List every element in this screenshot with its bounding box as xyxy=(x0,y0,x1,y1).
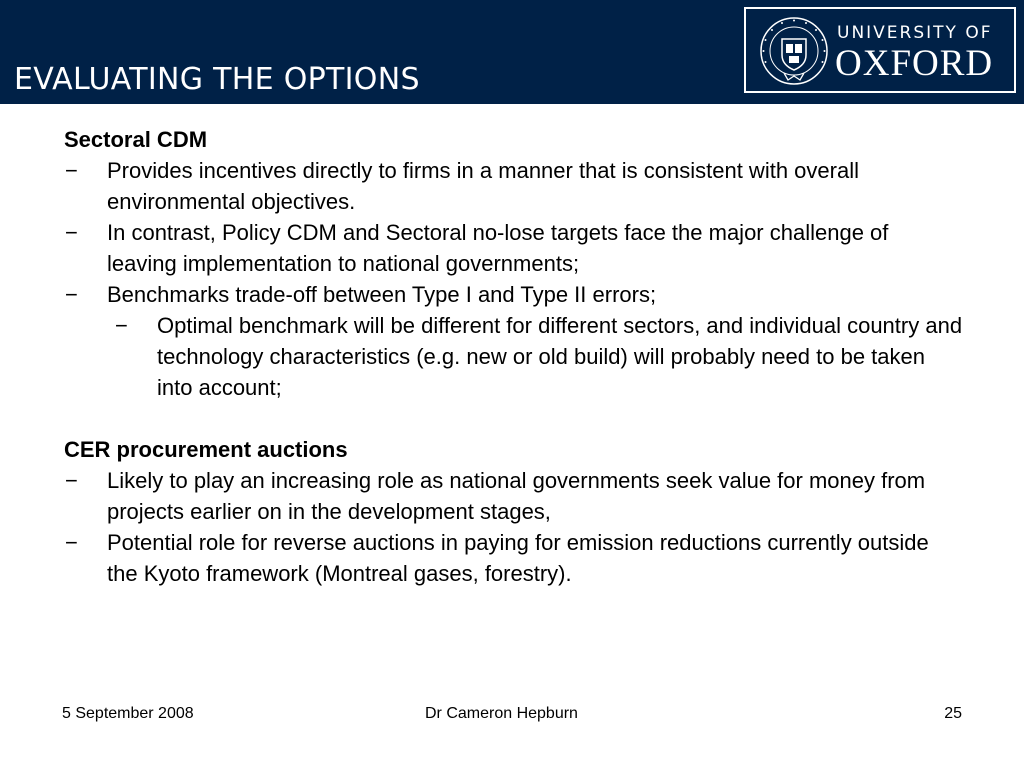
oxford-crest-icon xyxy=(758,15,830,87)
bullet-item xyxy=(64,465,964,527)
bullet-item xyxy=(64,217,964,279)
slide-body xyxy=(64,124,964,589)
bullet-item xyxy=(64,279,964,310)
bullet-text: Provides incentives directly to firms in a manner that is consistent with overall environmental objectives. xyxy=(107,158,859,214)
university-logo xyxy=(744,7,1016,93)
bullet-item xyxy=(64,527,964,589)
logo-line-1: UNIVERSITY OF xyxy=(837,23,993,43)
dash-bullet: − xyxy=(65,220,78,245)
section-heading-cer-auctions: CER procurement auctions xyxy=(64,437,348,462)
page-number: 25 xyxy=(944,705,962,722)
section-spacer xyxy=(64,403,964,434)
dash-bullet: − xyxy=(65,530,78,555)
sub-bullet-item xyxy=(64,310,964,403)
logo-line-2: OXFORD xyxy=(835,43,994,84)
bullet-text: Likely to play an increasing role as national governments seek value for money from projects earlier on in the development stages, xyxy=(107,468,926,524)
bullet-text: Optimal benchmark will be different for different sectors, and individual country and technology characteristics (e.g. new or old build) will probably need to be taken into account; xyxy=(157,313,963,400)
footer-date: 5 September 2008 xyxy=(62,705,194,722)
dash-bullet: − xyxy=(65,468,78,493)
dash-bullet: − xyxy=(65,158,78,183)
slide-title: EVALUATING THE OPTIONS xyxy=(14,62,420,97)
bullet-text: In contrast, Policy CDM and Sectoral no-lose targets face the major challenge of leaving implementation to national governments; xyxy=(107,220,889,276)
bullet-text: Benchmarks trade-off between Type I and Type II errors; xyxy=(107,282,657,307)
dash-bullet: − xyxy=(65,282,78,307)
bullet-text: Potential role for reverse auctions in paying for emission reductions currently outside the Kyoto framework (Montreal gases, forestry). xyxy=(107,530,929,586)
slide-header xyxy=(0,0,1024,104)
footer-author: Dr Cameron Hepburn xyxy=(425,705,578,722)
bullet-item xyxy=(64,155,964,217)
dash-bullet: − xyxy=(115,313,128,338)
section-heading-sectoral-cdm: Sectoral CDM xyxy=(64,127,208,152)
